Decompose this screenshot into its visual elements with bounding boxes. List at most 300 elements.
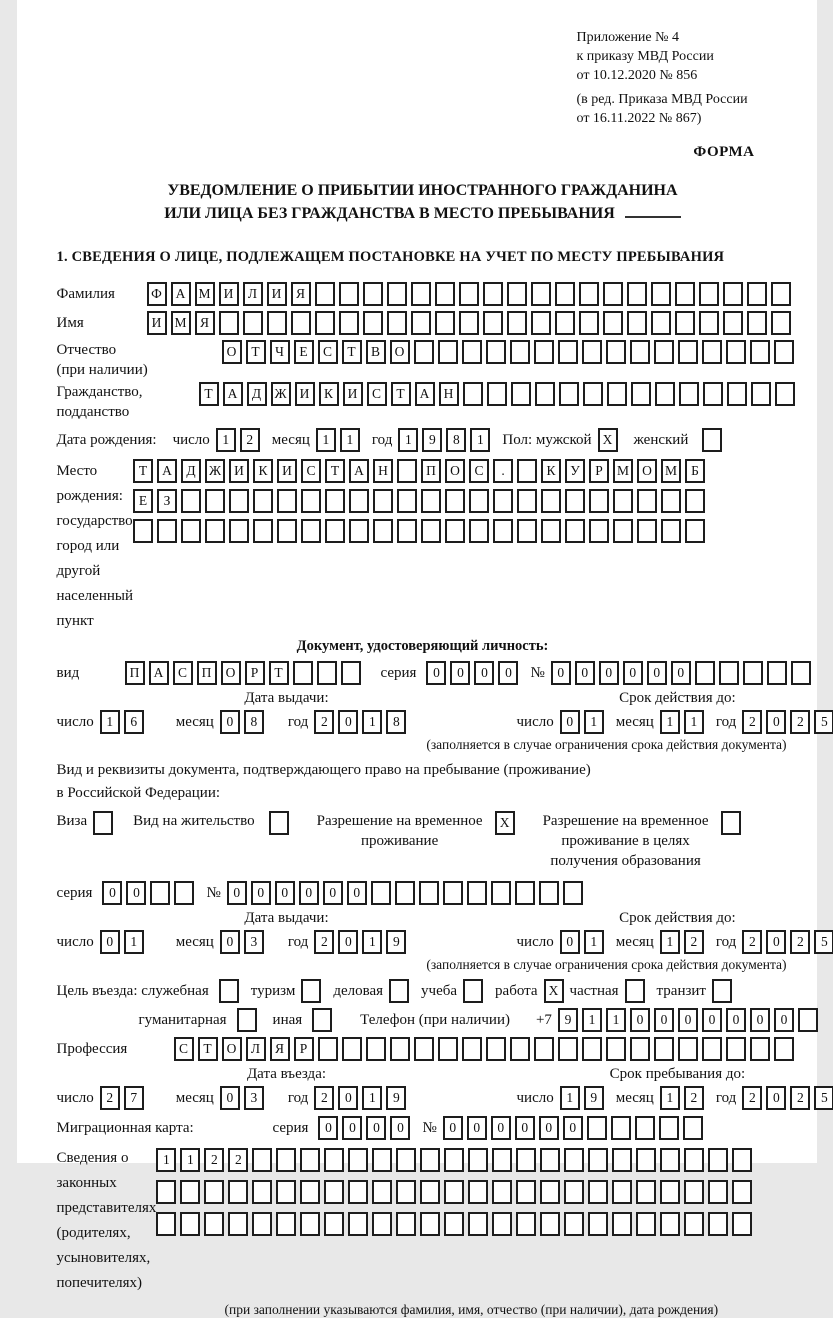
char-cell[interactable]: 0 — [491, 1116, 511, 1140]
char-cell[interactable] — [363, 311, 383, 335]
char-cell[interactable]: 1 — [124, 930, 144, 954]
char-cell[interactable] — [583, 382, 603, 406]
char-cell[interactable] — [771, 311, 791, 335]
char-cell[interactable]: 0 — [474, 661, 494, 685]
char-cell[interactable] — [635, 1116, 655, 1140]
char-cell[interactable] — [751, 382, 771, 406]
char-cell[interactable] — [798, 1008, 818, 1032]
char-cell[interactable]: 1 — [584, 930, 604, 954]
char-cell[interactable] — [300, 1212, 320, 1236]
char-cell[interactable]: 0 — [623, 661, 643, 685]
char-cell[interactable] — [555, 311, 575, 335]
char-cell[interactable] — [301, 979, 321, 1003]
char-cell[interactable] — [511, 382, 531, 406]
char-cell[interactable]: О — [390, 340, 410, 364]
char-cell[interactable]: Е — [294, 340, 314, 364]
char-cell[interactable]: 2 — [684, 1086, 704, 1110]
char-cell[interactable] — [750, 340, 770, 364]
char-cell[interactable] — [228, 1180, 248, 1204]
char-cell[interactable]: Н — [373, 459, 393, 483]
char-cell[interactable] — [363, 282, 383, 306]
char-cell[interactable] — [395, 881, 415, 905]
char-cell[interactable]: 0 — [766, 1086, 786, 1110]
char-cell[interactable] — [204, 1180, 224, 1204]
char-cell[interactable] — [339, 282, 359, 306]
char-cell[interactable] — [611, 1116, 631, 1140]
char-cell[interactable]: 0 — [515, 1116, 535, 1140]
char-cell[interactable] — [582, 340, 602, 364]
char-cell[interactable]: 2 — [790, 1086, 810, 1110]
char-cell[interactable]: К — [541, 459, 561, 483]
char-cell[interactable] — [774, 1037, 794, 1061]
char-cell[interactable] — [510, 1037, 530, 1061]
char-cell[interactable] — [371, 881, 391, 905]
char-cell[interactable] — [582, 1037, 602, 1061]
char-cell[interactable] — [420, 1180, 440, 1204]
char-cell[interactable] — [483, 311, 503, 335]
char-cell[interactable] — [517, 489, 537, 513]
char-cell[interactable]: М — [613, 459, 633, 483]
char-cell[interactable] — [607, 382, 627, 406]
char-cell[interactable] — [719, 661, 739, 685]
char-cell[interactable] — [390, 1037, 410, 1061]
char-cell[interactable]: 0 — [299, 881, 319, 905]
char-cell[interactable] — [228, 1212, 248, 1236]
char-cell[interactable]: 0 — [342, 1116, 362, 1140]
char-cell[interactable] — [396, 1212, 416, 1236]
char-cell[interactable] — [459, 311, 479, 335]
char-cell[interactable]: З — [157, 489, 177, 513]
char-cell[interactable] — [421, 489, 441, 513]
char-cell[interactable] — [774, 340, 794, 364]
char-cell[interactable] — [708, 1212, 728, 1236]
char-cell[interactable]: 9 — [584, 1086, 604, 1110]
char-cell[interactable]: И — [267, 282, 287, 306]
char-cell[interactable] — [517, 459, 537, 483]
char-cell[interactable] — [630, 340, 650, 364]
char-cell[interactable]: 2 — [790, 930, 810, 954]
char-cell[interactable]: 0 — [338, 1086, 358, 1110]
char-cell[interactable]: 0 — [678, 1008, 698, 1032]
char-cell[interactable] — [531, 311, 551, 335]
char-cell[interactable]: 0 — [766, 930, 786, 954]
char-cell[interactable] — [555, 282, 575, 306]
char-cell[interactable]: 2 — [204, 1148, 224, 1172]
char-cell[interactable] — [252, 1180, 272, 1204]
char-cell[interactable] — [660, 1180, 680, 1204]
char-cell[interactable] — [150, 881, 170, 905]
char-cell[interactable]: 0 — [560, 930, 580, 954]
char-cell[interactable]: 5 — [814, 710, 833, 734]
char-cell[interactable]: 8 — [446, 428, 466, 452]
char-cell[interactable] — [372, 1180, 392, 1204]
char-cell[interactable] — [630, 1037, 650, 1061]
char-cell[interactable] — [636, 1212, 656, 1236]
char-cell[interactable] — [726, 340, 746, 364]
char-cell[interactable] — [558, 1037, 578, 1061]
char-cell[interactable] — [660, 1212, 680, 1236]
char-cell[interactable] — [156, 1180, 176, 1204]
char-cell[interactable] — [317, 661, 337, 685]
char-cell[interactable]: 0 — [426, 661, 446, 685]
char-cell[interactable]: О — [445, 459, 465, 483]
char-cell[interactable] — [252, 1212, 272, 1236]
char-cell[interactable] — [541, 489, 561, 513]
char-cell[interactable] — [468, 1180, 488, 1204]
char-cell[interactable]: У — [565, 459, 585, 483]
char-cell[interactable]: 1 — [316, 428, 336, 452]
char-cell[interactable] — [747, 311, 767, 335]
char-cell[interactable] — [534, 1037, 554, 1061]
char-cell[interactable] — [205, 489, 225, 513]
char-cell[interactable] — [636, 1148, 656, 1172]
char-cell[interactable] — [387, 311, 407, 335]
char-cell[interactable]: X — [598, 428, 618, 452]
char-cell[interactable] — [348, 1212, 368, 1236]
char-cell[interactable] — [318, 1037, 338, 1061]
char-cell[interactable] — [324, 1212, 344, 1236]
char-cell[interactable] — [445, 519, 465, 543]
char-cell[interactable] — [396, 1180, 416, 1204]
char-cell[interactable] — [732, 1212, 752, 1236]
char-cell[interactable]: Б — [685, 459, 705, 483]
char-cell[interactable] — [487, 382, 507, 406]
char-cell[interactable]: 9 — [386, 1086, 406, 1110]
char-cell[interactable] — [685, 489, 705, 513]
char-cell[interactable]: 1 — [584, 710, 604, 734]
char-cell[interactable] — [293, 661, 313, 685]
char-cell[interactable] — [483, 282, 503, 306]
char-cell[interactable]: 0 — [126, 881, 146, 905]
char-cell[interactable] — [654, 340, 674, 364]
char-cell[interactable]: Ф — [147, 282, 167, 306]
char-cell[interactable]: 6 — [124, 710, 144, 734]
char-cell[interactable] — [444, 1212, 464, 1236]
char-cell[interactable]: А — [157, 459, 177, 483]
char-cell[interactable]: С — [318, 340, 338, 364]
char-cell[interactable] — [564, 1180, 584, 1204]
char-cell[interactable] — [747, 282, 767, 306]
char-cell[interactable]: Т — [133, 459, 153, 483]
char-cell[interactable] — [396, 1148, 416, 1172]
char-cell[interactable] — [372, 1148, 392, 1172]
char-cell[interactable] — [156, 1212, 176, 1236]
char-cell[interactable]: Я — [270, 1037, 290, 1061]
char-cell[interactable] — [565, 489, 585, 513]
char-cell[interactable]: 1 — [362, 710, 382, 734]
char-cell[interactable] — [613, 489, 633, 513]
char-cell[interactable]: 0 — [654, 1008, 674, 1032]
char-cell[interactable] — [315, 282, 335, 306]
char-cell[interactable]: Л — [246, 1037, 266, 1061]
char-cell[interactable] — [637, 519, 657, 543]
char-cell[interactable] — [373, 519, 393, 543]
char-cell[interactable]: 0 — [220, 1086, 240, 1110]
char-cell[interactable]: 2 — [742, 930, 762, 954]
char-cell[interactable] — [420, 1212, 440, 1236]
char-cell[interactable]: 1 — [216, 428, 236, 452]
char-cell[interactable] — [438, 340, 458, 364]
char-cell[interactable] — [174, 881, 194, 905]
char-cell[interactable]: Ж — [271, 382, 291, 406]
char-cell[interactable]: 0 — [551, 661, 571, 685]
char-cell[interactable] — [300, 1180, 320, 1204]
char-cell[interactable] — [493, 489, 513, 513]
char-cell[interactable] — [397, 489, 417, 513]
char-cell[interactable]: X — [544, 979, 564, 1003]
char-cell[interactable] — [675, 311, 695, 335]
char-cell[interactable]: А — [223, 382, 243, 406]
char-cell[interactable] — [459, 282, 479, 306]
char-cell[interactable]: 1 — [156, 1148, 176, 1172]
char-cell[interactable]: И — [343, 382, 363, 406]
char-cell[interactable] — [654, 1037, 674, 1061]
char-cell[interactable]: Я — [195, 311, 215, 335]
char-cell[interactable]: Т — [391, 382, 411, 406]
char-cell[interactable] — [229, 519, 249, 543]
char-cell[interactable]: 1 — [362, 930, 382, 954]
char-cell[interactable] — [411, 311, 431, 335]
char-cell[interactable] — [180, 1180, 200, 1204]
char-cell[interactable] — [559, 382, 579, 406]
char-cell[interactable] — [685, 519, 705, 543]
char-cell[interactable] — [636, 1180, 656, 1204]
char-cell[interactable]: Я — [291, 282, 311, 306]
char-cell[interactable] — [342, 1037, 362, 1061]
char-cell[interactable]: С — [174, 1037, 194, 1061]
char-cell[interactable] — [300, 1148, 320, 1172]
char-cell[interactable]: 0 — [251, 881, 271, 905]
char-cell[interactable] — [435, 282, 455, 306]
char-cell[interactable]: 0 — [220, 930, 240, 954]
char-cell[interactable]: М — [171, 311, 191, 335]
char-cell[interactable]: 1 — [684, 710, 704, 734]
char-cell[interactable]: 1 — [582, 1008, 602, 1032]
char-cell[interactable] — [253, 519, 273, 543]
char-cell[interactable] — [684, 1180, 704, 1204]
char-cell[interactable]: 0 — [563, 1116, 583, 1140]
char-cell[interactable] — [588, 1212, 608, 1236]
char-cell[interactable] — [397, 459, 417, 483]
char-cell[interactable] — [267, 311, 287, 335]
char-cell[interactable] — [493, 519, 513, 543]
char-cell[interactable] — [414, 1037, 434, 1061]
char-cell[interactable] — [712, 979, 732, 1003]
char-cell[interactable]: 2 — [228, 1148, 248, 1172]
char-cell[interactable]: И — [219, 282, 239, 306]
char-cell[interactable]: 0 — [443, 1116, 463, 1140]
char-cell[interactable] — [491, 881, 511, 905]
char-cell[interactable] — [133, 519, 153, 543]
char-cell[interactable] — [625, 979, 645, 1003]
char-cell[interactable] — [613, 519, 633, 543]
char-cell[interactable] — [463, 979, 483, 1003]
char-cell[interactable] — [631, 382, 651, 406]
char-cell[interactable]: В — [366, 340, 386, 364]
char-cell[interactable] — [727, 382, 747, 406]
char-cell[interactable] — [419, 881, 439, 905]
char-cell[interactable] — [312, 1008, 332, 1032]
char-cell[interactable]: 2 — [684, 930, 704, 954]
char-cell[interactable]: 1 — [606, 1008, 626, 1032]
char-cell[interactable]: 0 — [347, 881, 367, 905]
char-cell[interactable]: 2 — [742, 710, 762, 734]
char-cell[interactable]: 0 — [766, 710, 786, 734]
char-cell[interactable]: А — [349, 459, 369, 483]
char-cell[interactable] — [253, 489, 273, 513]
char-cell[interactable] — [699, 282, 719, 306]
char-cell[interactable] — [445, 489, 465, 513]
char-cell[interactable] — [387, 282, 407, 306]
char-cell[interactable]: 9 — [422, 428, 442, 452]
char-cell[interactable]: 0 — [774, 1008, 794, 1032]
char-cell[interactable] — [397, 519, 417, 543]
char-cell[interactable] — [420, 1148, 440, 1172]
char-cell[interactable] — [510, 340, 530, 364]
char-cell[interactable] — [486, 340, 506, 364]
char-cell[interactable] — [349, 519, 369, 543]
char-cell[interactable] — [516, 1212, 536, 1236]
char-cell[interactable] — [421, 519, 441, 543]
char-cell[interactable]: 2 — [314, 710, 334, 734]
char-cell[interactable]: 0 — [227, 881, 247, 905]
char-cell[interactable] — [315, 311, 335, 335]
char-cell[interactable] — [540, 1180, 560, 1204]
char-cell[interactable]: 7 — [124, 1086, 144, 1110]
char-cell[interactable]: 2 — [100, 1086, 120, 1110]
char-cell[interactable] — [684, 1148, 704, 1172]
char-cell[interactable]: 0 — [338, 710, 358, 734]
char-cell[interactable] — [276, 1212, 296, 1236]
char-cell[interactable] — [655, 382, 675, 406]
char-cell[interactable]: 0 — [575, 661, 595, 685]
char-cell[interactable] — [389, 979, 409, 1003]
char-cell[interactable] — [563, 881, 583, 905]
char-cell[interactable] — [444, 1148, 464, 1172]
char-cell[interactable]: Т — [246, 340, 266, 364]
char-cell[interactable]: 2 — [790, 710, 810, 734]
char-cell[interactable]: 0 — [220, 710, 240, 734]
char-cell[interactable] — [651, 311, 671, 335]
char-cell[interactable] — [291, 311, 311, 335]
char-cell[interactable]: 1 — [560, 1086, 580, 1110]
char-cell[interactable]: И — [295, 382, 315, 406]
char-cell[interactable] — [627, 311, 647, 335]
char-cell[interactable] — [579, 282, 599, 306]
char-cell[interactable]: 8 — [244, 710, 264, 734]
char-cell[interactable]: О — [222, 340, 242, 364]
char-cell[interactable] — [325, 489, 345, 513]
char-cell[interactable]: 3 — [244, 930, 264, 954]
char-cell[interactable]: 0 — [338, 930, 358, 954]
char-cell[interactable]: X — [495, 811, 515, 835]
char-cell[interactable] — [588, 1148, 608, 1172]
char-cell[interactable]: 0 — [498, 661, 518, 685]
char-cell[interactable] — [348, 1148, 368, 1172]
char-cell[interactable] — [531, 282, 551, 306]
char-cell[interactable]: 1 — [340, 428, 360, 452]
char-cell[interactable]: И — [229, 459, 249, 483]
char-cell[interactable] — [237, 1008, 257, 1032]
char-cell[interactable]: 8 — [386, 710, 406, 734]
char-cell[interactable]: А — [171, 282, 191, 306]
char-cell[interactable] — [181, 489, 201, 513]
char-cell[interactable] — [341, 661, 361, 685]
char-cell[interactable]: М — [195, 282, 215, 306]
char-cell[interactable] — [277, 519, 297, 543]
char-cell[interactable] — [468, 1212, 488, 1236]
char-cell[interactable]: Т — [199, 382, 219, 406]
char-cell[interactable] — [606, 340, 626, 364]
char-cell[interactable] — [435, 311, 455, 335]
char-cell[interactable]: Т — [325, 459, 345, 483]
char-cell[interactable] — [269, 811, 289, 835]
char-cell[interactable] — [277, 489, 297, 513]
char-cell[interactable] — [534, 340, 554, 364]
char-cell[interactable] — [373, 489, 393, 513]
char-cell[interactable] — [683, 1116, 703, 1140]
char-cell[interactable] — [708, 1148, 728, 1172]
char-cell[interactable] — [679, 382, 699, 406]
char-cell[interactable] — [767, 661, 787, 685]
char-cell[interactable]: 0 — [671, 661, 691, 685]
char-cell[interactable] — [463, 382, 483, 406]
char-cell[interactable] — [661, 519, 681, 543]
char-cell[interactable] — [515, 881, 535, 905]
char-cell[interactable]: С — [367, 382, 387, 406]
char-cell[interactable]: Л — [243, 282, 263, 306]
char-cell[interactable] — [791, 661, 811, 685]
char-cell[interactable] — [301, 489, 321, 513]
char-cell[interactable]: 0 — [726, 1008, 746, 1032]
char-cell[interactable]: Т — [269, 661, 289, 685]
char-cell[interactable] — [366, 1037, 386, 1061]
char-cell[interactable] — [324, 1148, 344, 1172]
char-cell[interactable]: 9 — [558, 1008, 578, 1032]
char-cell[interactable] — [541, 519, 561, 543]
char-cell[interactable] — [565, 519, 585, 543]
char-cell[interactable] — [732, 1180, 752, 1204]
char-cell[interactable]: Ч — [270, 340, 290, 364]
char-cell[interactable]: Т — [198, 1037, 218, 1061]
char-cell[interactable] — [589, 489, 609, 513]
char-cell[interactable] — [535, 382, 555, 406]
char-cell[interactable]: П — [197, 661, 217, 685]
char-cell[interactable]: 0 — [599, 661, 619, 685]
char-cell[interactable] — [324, 1180, 344, 1204]
char-cell[interactable]: 0 — [100, 930, 120, 954]
char-cell[interactable] — [603, 282, 623, 306]
char-cell[interactable] — [627, 282, 647, 306]
char-cell[interactable]: 9 — [386, 930, 406, 954]
char-cell[interactable] — [702, 1037, 722, 1061]
char-cell[interactable] — [469, 519, 489, 543]
char-cell[interactable] — [492, 1180, 512, 1204]
char-cell[interactable] — [695, 661, 715, 685]
char-cell[interactable] — [726, 1037, 746, 1061]
char-cell[interactable]: 2 — [314, 930, 334, 954]
char-cell[interactable]: С — [469, 459, 489, 483]
char-cell[interactable]: 0 — [390, 1116, 410, 1140]
char-cell[interactable] — [721, 811, 741, 835]
char-cell[interactable]: Е — [133, 489, 153, 513]
char-cell[interactable] — [443, 881, 463, 905]
char-cell[interactable] — [438, 1037, 458, 1061]
char-cell[interactable] — [702, 340, 722, 364]
char-cell[interactable] — [699, 311, 719, 335]
char-cell[interactable]: 1 — [100, 710, 120, 734]
char-cell[interactable] — [723, 282, 743, 306]
